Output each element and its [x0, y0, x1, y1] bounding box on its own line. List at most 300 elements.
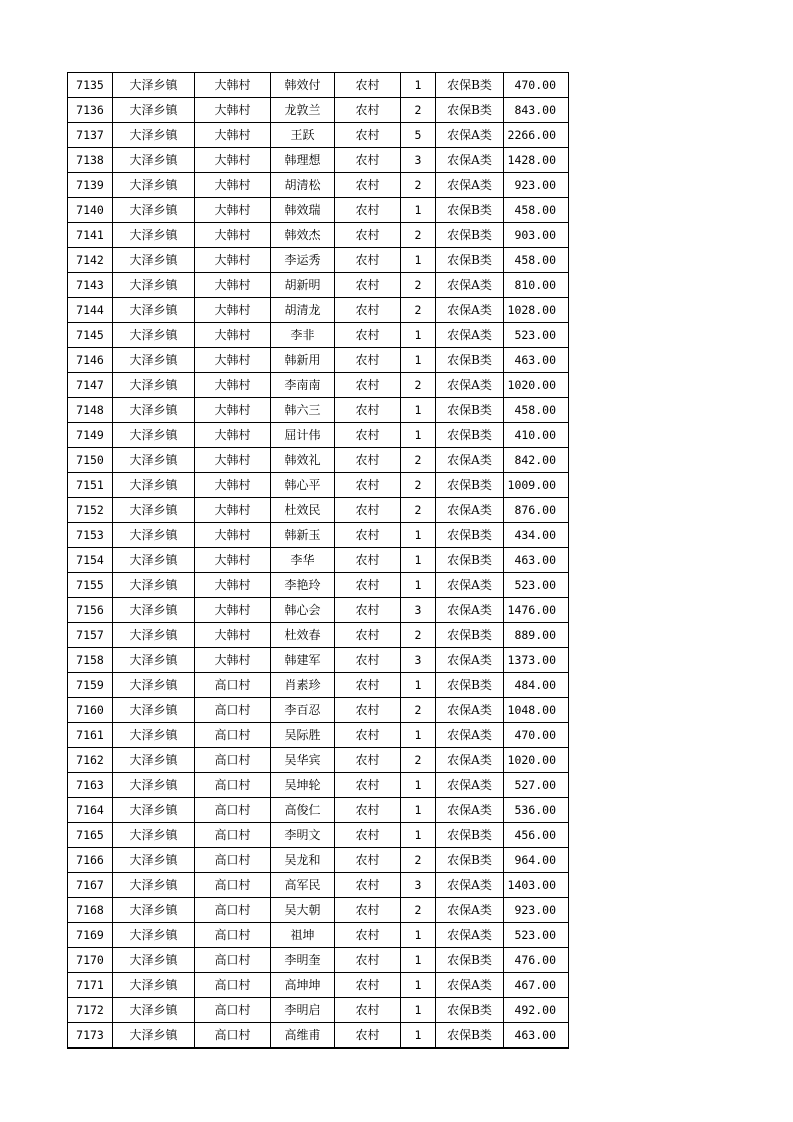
village-cell: 大韩村 — [195, 273, 271, 298]
insurance-type-cell: 农保B类 — [436, 98, 504, 123]
amount-cell: 1028.00 — [504, 298, 569, 323]
row-id-cell: 7169 — [68, 923, 113, 948]
count-cell: 2 — [401, 473, 436, 498]
amount-cell: 458.00 — [504, 398, 569, 423]
amount-cell: 463.00 — [504, 548, 569, 573]
amount-cell: 523.00 — [504, 573, 569, 598]
amount-cell: 1476.00 — [504, 598, 569, 623]
amount-cell: 923.00 — [504, 898, 569, 923]
township-cell: 大泽乡镇 — [113, 648, 195, 673]
insurance-type-cell: 农保B类 — [436, 398, 504, 423]
township-cell: 大泽乡镇 — [113, 73, 195, 98]
count-cell: 2 — [401, 173, 436, 198]
name-cell: 胡新明 — [271, 273, 335, 298]
area-type-cell: 农村 — [335, 523, 401, 548]
count-cell: 1 — [401, 323, 436, 348]
name-cell: 李艳玲 — [271, 573, 335, 598]
row-id-cell: 7170 — [68, 948, 113, 973]
village-cell: 高口村 — [195, 923, 271, 948]
count-cell: 1 — [401, 548, 436, 573]
amount-cell: 842.00 — [504, 448, 569, 473]
table-row — [68, 948, 569, 973]
name-cell: 韩心平 — [271, 473, 335, 498]
name-cell: 吴坤轮 — [271, 773, 335, 798]
amount-cell: 470.00 — [504, 73, 569, 98]
name-cell: 屈计伟 — [271, 423, 335, 448]
name-cell: 胡清龙 — [271, 298, 335, 323]
count-cell: 2 — [401, 848, 436, 873]
village-cell: 大韩村 — [195, 323, 271, 348]
name-cell: 王跃 — [271, 123, 335, 148]
name-cell: 李南南 — [271, 373, 335, 398]
name-cell: 韩效礼 — [271, 448, 335, 473]
township-cell: 大泽乡镇 — [113, 473, 195, 498]
amount-cell: 889.00 — [504, 623, 569, 648]
row-id-cell: 7161 — [68, 723, 113, 748]
table-row — [68, 123, 569, 148]
insurance-type-cell: 农保A类 — [436, 298, 504, 323]
village-cell: 大韩村 — [195, 248, 271, 273]
area-type-cell: 农村 — [335, 898, 401, 923]
area-type-cell: 农村 — [335, 673, 401, 698]
village-cell: 高口村 — [195, 823, 271, 848]
township-cell: 大泽乡镇 — [113, 673, 195, 698]
amount-cell: 456.00 — [504, 823, 569, 848]
row-id-cell: 7139 — [68, 173, 113, 198]
table-row — [68, 148, 569, 173]
area-type-cell: 农村 — [335, 198, 401, 223]
insurance-type-cell: 农保A类 — [436, 573, 504, 598]
table-row — [68, 548, 569, 573]
village-cell: 大韩村 — [195, 173, 271, 198]
township-cell: 大泽乡镇 — [113, 598, 195, 623]
name-cell: 高坤坤 — [271, 973, 335, 998]
township-cell: 大泽乡镇 — [113, 923, 195, 948]
count-cell: 1 — [401, 248, 436, 273]
table-row — [68, 198, 569, 223]
row-id-cell: 7167 — [68, 873, 113, 898]
township-cell: 大泽乡镇 — [113, 423, 195, 448]
insurance-type-cell: 农保A类 — [436, 323, 504, 348]
township-cell: 大泽乡镇 — [113, 148, 195, 173]
insurance-type-cell: 农保A类 — [436, 698, 504, 723]
name-cell: 李非 — [271, 323, 335, 348]
count-cell: 2 — [401, 98, 436, 123]
row-id-cell: 7159 — [68, 673, 113, 698]
area-type-cell: 农村 — [335, 748, 401, 773]
area-type-cell: 农村 — [335, 823, 401, 848]
village-cell: 高口村 — [195, 873, 271, 898]
amount-cell: 527.00 — [504, 773, 569, 798]
area-type-cell: 农村 — [335, 248, 401, 273]
row-id-cell: 7155 — [68, 573, 113, 598]
insurance-type-cell: 农保B类 — [436, 623, 504, 648]
village-cell: 大韩村 — [195, 423, 271, 448]
count-cell: 1 — [401, 798, 436, 823]
insurance-type-cell: 农保A类 — [436, 273, 504, 298]
amount-cell: 476.00 — [504, 948, 569, 973]
village-cell: 高口村 — [195, 798, 271, 823]
insurance-type-cell: 农保B类 — [436, 548, 504, 573]
village-cell: 高口村 — [195, 698, 271, 723]
area-type-cell: 农村 — [335, 223, 401, 248]
name-cell: 韩效杰 — [271, 223, 335, 248]
township-cell: 大泽乡镇 — [113, 723, 195, 748]
amount-cell: 876.00 — [504, 498, 569, 523]
amount-cell: 470.00 — [504, 723, 569, 748]
village-cell: 大韩村 — [195, 198, 271, 223]
name-cell: 吴际胜 — [271, 723, 335, 748]
insurance-type-cell: 农保B类 — [436, 998, 504, 1023]
table-row — [68, 248, 569, 273]
table-row — [68, 273, 569, 298]
amount-cell: 492.00 — [504, 998, 569, 1023]
name-cell: 韩新玉 — [271, 523, 335, 548]
count-cell: 2 — [401, 898, 436, 923]
table-row — [68, 348, 569, 373]
area-type-cell: 农村 — [335, 298, 401, 323]
row-id-cell: 7149 — [68, 423, 113, 448]
count-cell: 1 — [401, 773, 436, 798]
village-cell: 大韩村 — [195, 298, 271, 323]
village-cell: 高口村 — [195, 723, 271, 748]
row-id-cell: 7172 — [68, 998, 113, 1023]
township-cell: 大泽乡镇 — [113, 98, 195, 123]
table-row — [68, 73, 569, 98]
area-type-cell: 农村 — [335, 123, 401, 148]
village-cell: 高口村 — [195, 898, 271, 923]
village-cell: 大韩村 — [195, 73, 271, 98]
row-id-cell: 7165 — [68, 823, 113, 848]
insurance-type-cell: 农保B类 — [436, 198, 504, 223]
table-row — [68, 423, 569, 448]
area-type-cell: 农村 — [335, 423, 401, 448]
count-cell: 2 — [401, 698, 436, 723]
village-cell: 大韩村 — [195, 623, 271, 648]
row-id-cell: 7148 — [68, 398, 113, 423]
village-cell: 高口村 — [195, 673, 271, 698]
table-row — [68, 1023, 569, 1049]
amount-cell: 964.00 — [504, 848, 569, 873]
name-cell: 祖坤 — [271, 923, 335, 948]
village-cell: 大韩村 — [195, 573, 271, 598]
name-cell: 李明奎 — [271, 948, 335, 973]
township-cell: 大泽乡镇 — [113, 398, 195, 423]
amount-cell: 463.00 — [504, 1023, 569, 1049]
count-cell: 3 — [401, 598, 436, 623]
table-row — [68, 748, 569, 773]
count-cell: 1 — [401, 573, 436, 598]
row-id-cell: 7166 — [68, 848, 113, 873]
table-row — [68, 773, 569, 798]
area-type-cell: 农村 — [335, 698, 401, 723]
count-cell: 3 — [401, 873, 436, 898]
township-cell: 大泽乡镇 — [113, 223, 195, 248]
township-cell: 大泽乡镇 — [113, 998, 195, 1023]
area-type-cell: 农村 — [335, 723, 401, 748]
area-type-cell: 农村 — [335, 323, 401, 348]
row-id-cell: 7145 — [68, 323, 113, 348]
row-id-cell: 7150 — [68, 448, 113, 473]
count-cell: 1 — [401, 398, 436, 423]
amount-cell: 810.00 — [504, 273, 569, 298]
insurance-type-cell: 农保A类 — [436, 448, 504, 473]
count-cell: 2 — [401, 223, 436, 248]
township-cell: 大泽乡镇 — [113, 198, 195, 223]
table-row — [68, 573, 569, 598]
count-cell: 2 — [401, 498, 436, 523]
amount-cell: 923.00 — [504, 173, 569, 198]
name-cell: 杜效春 — [271, 623, 335, 648]
township-cell: 大泽乡镇 — [113, 373, 195, 398]
count-cell: 1 — [401, 423, 436, 448]
amount-cell: 903.00 — [504, 223, 569, 248]
area-type-cell: 农村 — [335, 148, 401, 173]
table-row — [68, 698, 569, 723]
amount-cell: 484.00 — [504, 673, 569, 698]
village-cell: 高口村 — [195, 848, 271, 873]
table-row — [68, 173, 569, 198]
count-cell: 2 — [401, 623, 436, 648]
village-cell: 大韩村 — [195, 523, 271, 548]
count-cell: 1 — [401, 673, 436, 698]
insurance-type-cell: 农保A类 — [436, 173, 504, 198]
insurance-type-cell: 农保B类 — [436, 248, 504, 273]
township-cell: 大泽乡镇 — [113, 973, 195, 998]
row-id-cell: 7168 — [68, 898, 113, 923]
village-cell: 大韩村 — [195, 148, 271, 173]
area-type-cell: 农村 — [335, 473, 401, 498]
area-type-cell: 农村 — [335, 173, 401, 198]
row-id-cell: 7144 — [68, 298, 113, 323]
area-type-cell: 农村 — [335, 498, 401, 523]
name-cell: 李明文 — [271, 823, 335, 848]
amount-cell: 1020.00 — [504, 373, 569, 398]
insurance-type-cell: 农保A类 — [436, 973, 504, 998]
insurance-type-cell: 农保B类 — [436, 673, 504, 698]
name-cell: 吴龙和 — [271, 848, 335, 873]
village-cell: 大韩村 — [195, 398, 271, 423]
row-id-cell: 7147 — [68, 373, 113, 398]
name-cell: 韩六三 — [271, 398, 335, 423]
insurance-type-cell: 农保A类 — [436, 748, 504, 773]
insurance-type-cell: 农保B类 — [436, 848, 504, 873]
township-cell: 大泽乡镇 — [113, 623, 195, 648]
row-id-cell: 7142 — [68, 248, 113, 273]
count-cell: 3 — [401, 648, 436, 673]
name-cell: 韩效瑞 — [271, 198, 335, 223]
count-cell: 5 — [401, 123, 436, 148]
table-row — [68, 848, 569, 873]
insurance-type-cell: 农保A类 — [436, 898, 504, 923]
amount-cell: 536.00 — [504, 798, 569, 823]
row-id-cell: 7160 — [68, 698, 113, 723]
amount-cell: 1428.00 — [504, 148, 569, 173]
row-id-cell: 7156 — [68, 598, 113, 623]
name-cell: 李明启 — [271, 998, 335, 1023]
township-cell: 大泽乡镇 — [113, 573, 195, 598]
count-cell: 1 — [401, 1023, 436, 1049]
table-row — [68, 373, 569, 398]
count-cell: 1 — [401, 723, 436, 748]
table-row — [68, 898, 569, 923]
name-cell: 李百忍 — [271, 698, 335, 723]
village-cell: 大韩村 — [195, 373, 271, 398]
table-row — [68, 623, 569, 648]
area-type-cell: 农村 — [335, 798, 401, 823]
row-id-cell: 7154 — [68, 548, 113, 573]
township-cell: 大泽乡镇 — [113, 548, 195, 573]
area-type-cell: 农村 — [335, 598, 401, 623]
township-cell: 大泽乡镇 — [113, 523, 195, 548]
village-cell: 高口村 — [195, 773, 271, 798]
village-cell: 大韩村 — [195, 223, 271, 248]
insurance-type-cell: 农保A类 — [436, 723, 504, 748]
row-id-cell: 7173 — [68, 1023, 113, 1049]
table-row — [68, 598, 569, 623]
amount-cell: 434.00 — [504, 523, 569, 548]
area-type-cell: 农村 — [335, 73, 401, 98]
village-cell: 大韩村 — [195, 648, 271, 673]
area-type-cell: 农村 — [335, 998, 401, 1023]
township-cell: 大泽乡镇 — [113, 948, 195, 973]
row-id-cell: 7164 — [68, 798, 113, 823]
row-id-cell: 7162 — [68, 748, 113, 773]
township-cell: 大泽乡镇 — [113, 273, 195, 298]
name-cell: 肖素珍 — [271, 673, 335, 698]
amount-cell: 458.00 — [504, 198, 569, 223]
name-cell: 韩心会 — [271, 598, 335, 623]
amount-cell: 1403.00 — [504, 873, 569, 898]
name-cell: 胡清松 — [271, 173, 335, 198]
count-cell: 1 — [401, 923, 436, 948]
insurance-type-cell: 农保A类 — [436, 498, 504, 523]
insurance-type-cell: 农保B类 — [436, 423, 504, 448]
insurance-type-cell: 农保B类 — [436, 73, 504, 98]
amount-cell: 463.00 — [504, 348, 569, 373]
village-cell: 高口村 — [195, 948, 271, 973]
row-id-cell: 7171 — [68, 973, 113, 998]
row-id-cell: 7163 — [68, 773, 113, 798]
amount-cell: 2266.00 — [504, 123, 569, 148]
row-id-cell: 7135 — [68, 73, 113, 98]
township-cell: 大泽乡镇 — [113, 848, 195, 873]
area-type-cell: 农村 — [335, 448, 401, 473]
table-row — [68, 473, 569, 498]
count-cell: 1 — [401, 823, 436, 848]
table-row — [68, 998, 569, 1023]
name-cell: 高维甫 — [271, 1023, 335, 1049]
insurance-type-cell: 农保A类 — [436, 148, 504, 173]
area-type-cell: 农村 — [335, 848, 401, 873]
amount-cell: 1048.00 — [504, 698, 569, 723]
table-row — [68, 973, 569, 998]
area-type-cell: 农村 — [335, 1023, 401, 1049]
name-cell: 杜效民 — [271, 498, 335, 523]
area-type-cell: 农村 — [335, 773, 401, 798]
insurance-type-cell: 农保A类 — [436, 648, 504, 673]
row-id-cell: 7143 — [68, 273, 113, 298]
table-row — [68, 223, 569, 248]
township-cell: 大泽乡镇 — [113, 248, 195, 273]
row-id-cell: 7152 — [68, 498, 113, 523]
table-row — [68, 398, 569, 423]
village-cell: 高口村 — [195, 973, 271, 998]
insurance-type-cell: 农保A类 — [436, 798, 504, 823]
amount-cell: 523.00 — [504, 923, 569, 948]
amount-cell: 1009.00 — [504, 473, 569, 498]
township-cell: 大泽乡镇 — [113, 173, 195, 198]
area-type-cell: 农村 — [335, 398, 401, 423]
township-cell: 大泽乡镇 — [113, 348, 195, 373]
count-cell: 1 — [401, 998, 436, 1023]
area-type-cell: 农村 — [335, 98, 401, 123]
name-cell: 韩效付 — [271, 73, 335, 98]
count-cell: 1 — [401, 198, 436, 223]
name-cell: 吴大朝 — [271, 898, 335, 923]
amount-cell: 1020.00 — [504, 748, 569, 773]
count-cell: 2 — [401, 298, 436, 323]
count-cell: 1 — [401, 73, 436, 98]
township-cell: 大泽乡镇 — [113, 498, 195, 523]
name-cell: 高俊仁 — [271, 798, 335, 823]
count-cell: 2 — [401, 448, 436, 473]
count-cell: 1 — [401, 973, 436, 998]
insurance-type-cell: 农保A类 — [436, 598, 504, 623]
name-cell: 李运秀 — [271, 248, 335, 273]
table-row — [68, 823, 569, 848]
row-id-cell: 7141 — [68, 223, 113, 248]
area-type-cell: 农村 — [335, 273, 401, 298]
name-cell: 李华 — [271, 548, 335, 573]
insurance-type-cell: 农保B类 — [436, 1023, 504, 1049]
village-cell: 高口村 — [195, 998, 271, 1023]
name-cell: 韩理想 — [271, 148, 335, 173]
area-type-cell: 农村 — [335, 948, 401, 973]
insurance-type-cell: 农保B类 — [436, 473, 504, 498]
name-cell: 高军民 — [271, 873, 335, 898]
count-cell: 1 — [401, 348, 436, 373]
insurance-type-cell: 农保B类 — [436, 348, 504, 373]
village-cell: 高口村 — [195, 1023, 271, 1049]
township-cell: 大泽乡镇 — [113, 823, 195, 848]
count-cell: 1 — [401, 523, 436, 548]
row-id-cell: 7136 — [68, 98, 113, 123]
area-type-cell: 农村 — [335, 873, 401, 898]
township-cell: 大泽乡镇 — [113, 323, 195, 348]
village-cell: 大韩村 — [195, 598, 271, 623]
amount-cell: 843.00 — [504, 98, 569, 123]
row-id-cell: 7158 — [68, 648, 113, 673]
name-cell: 韩建军 — [271, 648, 335, 673]
area-type-cell: 农村 — [335, 348, 401, 373]
area-type-cell: 农村 — [335, 373, 401, 398]
row-id-cell: 7151 — [68, 473, 113, 498]
insurance-type-cell: 农保A类 — [436, 773, 504, 798]
count-cell: 3 — [401, 148, 436, 173]
village-cell: 大韩村 — [195, 348, 271, 373]
table-row — [68, 448, 569, 473]
table-row — [68, 98, 569, 123]
village-cell: 大韩村 — [195, 123, 271, 148]
table-row — [68, 648, 569, 673]
area-type-cell: 农村 — [335, 548, 401, 573]
table-row — [68, 498, 569, 523]
village-cell: 大韩村 — [195, 548, 271, 573]
township-cell: 大泽乡镇 — [113, 748, 195, 773]
row-id-cell: 7140 — [68, 198, 113, 223]
table-row — [68, 673, 569, 698]
